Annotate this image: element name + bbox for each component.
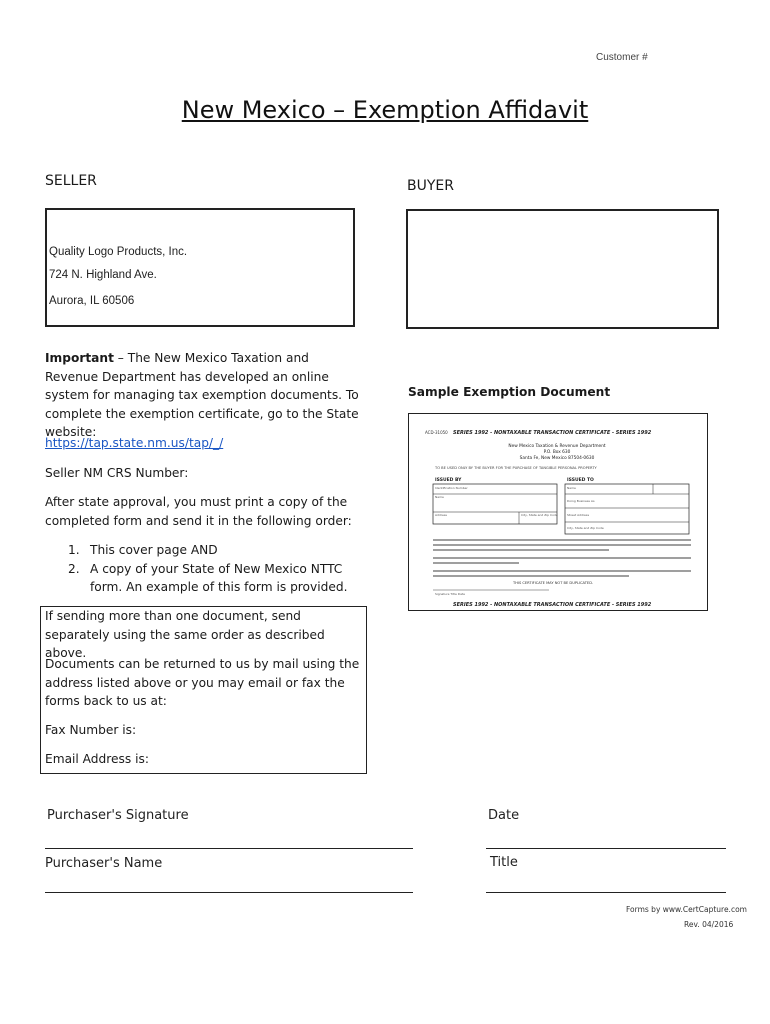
fax-number-label: Fax Number is: xyxy=(45,723,137,737)
seller-city: Aurora, IL 60506 xyxy=(49,295,135,307)
doc-type-line: TO BE USED ONLY BY THE BUYER FOR THE PURCHASE OF TANGIBLE PERSONAL PROPERTY xyxy=(435,466,597,470)
doc-field-label: Address xyxy=(435,513,447,517)
email-address-label: Email Address is: xyxy=(45,752,149,766)
doc-field-label: City, State and Zip Code xyxy=(567,526,604,530)
doc-pobox: P.O. Box 630 xyxy=(543,450,571,455)
sample-document-label: Sample Exemption Document xyxy=(408,385,611,399)
title-label: Title xyxy=(490,855,518,870)
list-number: 1. xyxy=(68,543,80,557)
seller-company: Quality Logo Products, Inc. xyxy=(49,246,188,258)
doc-field-label: Doing Business As xyxy=(567,499,595,503)
state-website-link[interactable]: https://tap.state.nm.us/tap/_/ xyxy=(45,436,224,450)
forms-by-footer: Forms by www.CertCapture.com xyxy=(626,905,747,914)
doc-field-label: City, State and Zip Code xyxy=(521,513,558,517)
doc-field-label: Street Address xyxy=(567,513,590,517)
seller-heading: SELLER xyxy=(45,173,97,189)
buyer-address-box[interactable] xyxy=(406,209,719,329)
after-approval-paragraph: After state approval, you must print a copy of the completed form and send it in the following order: xyxy=(45,495,352,528)
return-instructions-box xyxy=(40,606,367,774)
doc-series-header: SERIES 1992 - NONTAXABLE TRANSACTION CERTIFICATE - SERIES 1992 xyxy=(453,430,652,436)
doc-code: ACD-31050 xyxy=(425,430,448,435)
revision-footer: Rev. 04/2016 xyxy=(684,920,734,929)
doc-series-footer: SERIES 1992 - NONTAXABLE TRANSACTION CERTIFICATE - SERIES 1992 xyxy=(453,602,652,608)
buyer-heading: BUYER xyxy=(407,178,454,194)
doc-city: Santa Fe, New Mexico 87504-0630 xyxy=(519,456,595,461)
title-line[interactable] xyxy=(486,892,726,893)
doc-fine-print xyxy=(433,540,691,576)
returned-text: Documents can be returned to us by mail using the address listed above or you may email or fax the forms back to us at: xyxy=(45,657,360,708)
list-item-text: This cover page AND xyxy=(90,543,218,557)
sample-exemption-document xyxy=(408,413,708,611)
sample-document-image xyxy=(409,414,706,609)
doc-issued-by: ISSUED BY xyxy=(435,478,462,483)
purchaser-signature-line[interactable] xyxy=(45,848,413,849)
important-paragraph xyxy=(45,349,360,442)
date-line[interactable] xyxy=(486,848,726,849)
send-order-list xyxy=(45,541,365,597)
purchaser-name-line[interactable] xyxy=(45,892,413,893)
important-label: Important xyxy=(45,351,114,365)
doc-field-label: Name xyxy=(435,495,444,499)
important-text: – The New Mexico Taxation and Revenue Department has developed an online system for managing tax exemption documents. To complete the exemption certificate, go to the State website: xyxy=(45,351,359,439)
doc-field-label: Name xyxy=(567,486,576,490)
date-label: Date xyxy=(488,808,520,823)
separately-text: If sending more than one document, send separately using the same order as described above. xyxy=(45,609,325,660)
seller-street: 724 N. Highland Ave. xyxy=(49,269,157,281)
doc-cert-line: THIS CERTIFICATE MAY NOT BE DUPLICATED. xyxy=(513,581,594,585)
purchaser-name-label: Purchaser's Name xyxy=(45,856,163,871)
doc-signature-line: Signature Title Date xyxy=(435,592,465,596)
purchaser-signature-label: Purchaser's Signature xyxy=(47,808,189,823)
doc-dept: New Mexico Taxation & Revenue Department xyxy=(508,444,606,449)
list-item-text: A copy of your State of New Mexico NTTC form. An example of this form is provided. xyxy=(90,561,348,594)
page-title: New Mexico – Exemption Affidavit xyxy=(181,96,589,124)
doc-field-label: Identification Number xyxy=(435,486,468,490)
seller-address-box xyxy=(45,208,355,327)
doc-issued-to: ISSUED TO xyxy=(567,478,594,483)
doc-issued-by-block xyxy=(433,484,557,524)
list-item xyxy=(45,560,365,597)
list-number: 2. xyxy=(68,561,80,576)
customer-number-label: Customer # xyxy=(596,52,648,63)
seller-crs-number-label: Seller NM CRS Number: xyxy=(45,466,189,480)
list-item xyxy=(45,541,365,560)
